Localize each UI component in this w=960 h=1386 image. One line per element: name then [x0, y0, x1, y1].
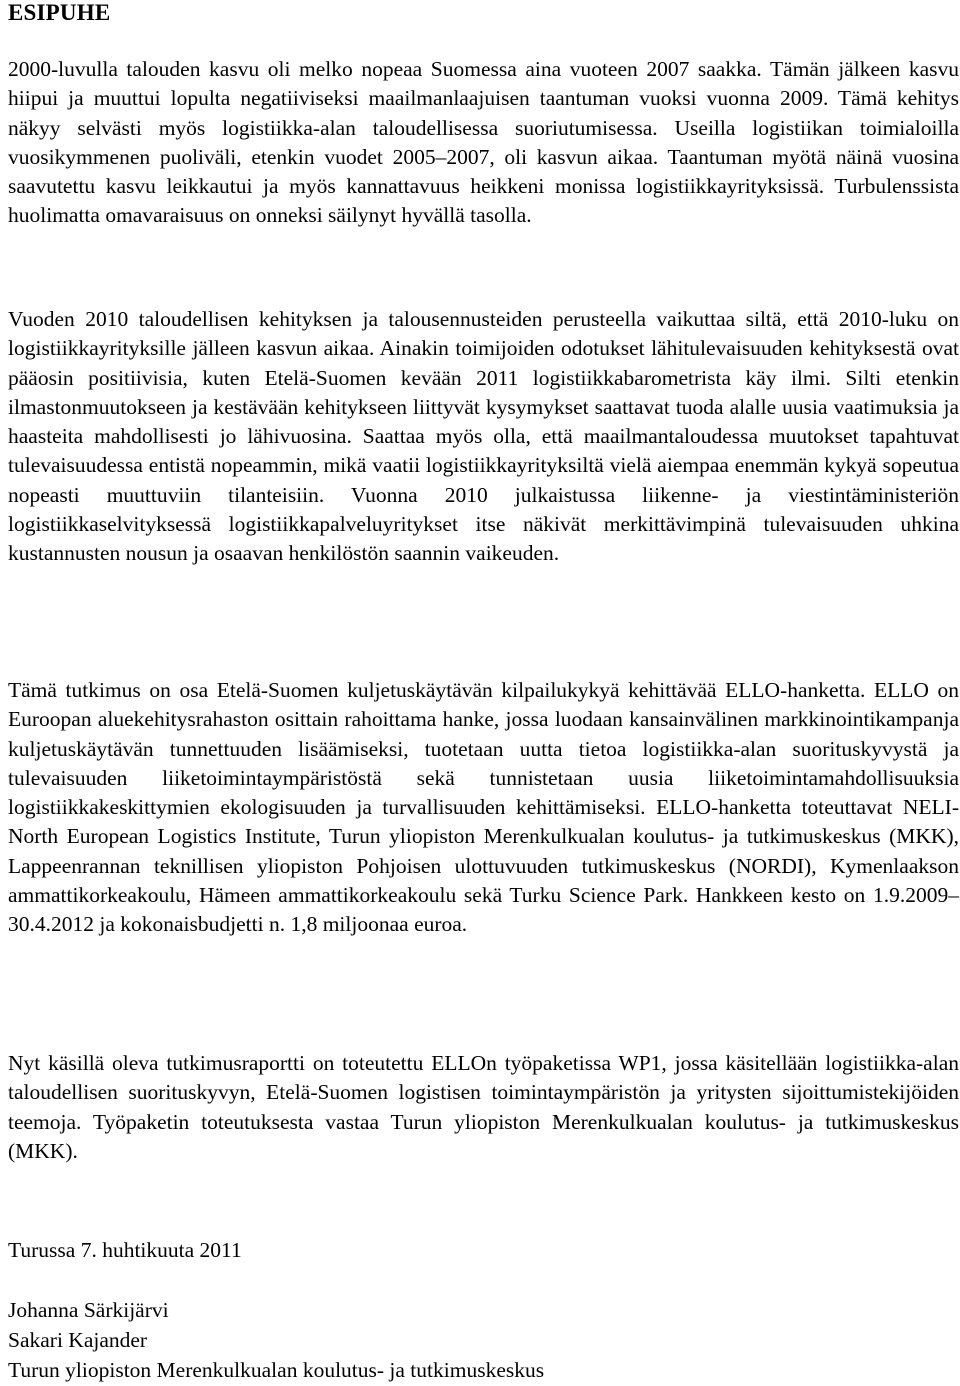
page-title: ESIPUHE [8, 0, 111, 25]
document-page [8, 0, 960, 1382]
place-and-date: Turussa 7. huhtikuuta 2011 [8, 1238, 242, 1262]
signature-organization: Turun yliopiston Merenkulkualan koulutus- ja tutkimuskeskus [8, 1358, 545, 1382]
paragraph-4: Nyt käsillä oleva tutkimusraportti on toteutettu ELLOn työpaketissa WP1, jossa käsitellään logistiikka-alan taloudellisen suorituskyvyn, Etelä-Suomen logistisen toimintaympäristön ja yritysten sijoittumistekijöiden teemoja. Työpaketin toteutuksesta vastaa Turun yliopiston Merenkulkualan koulutus- ja tutkimuskeskus (MKK). [8, 1051, 959, 1163]
paragraph-3: Tämä tutkimus on osa Etelä-Suomen kuljetuskäytävän kilpailukykyä kehittävää ELLO-hanketta. ELLO on Euroopan aluekehitysrahaston osittain rahoittama hanke, jossa luodaan kansainvälinen markkinointikampanja kuljetuskäytävän tunnettuuden lisäämiseksi, tuotetaan uutta tietoa logistiikka-alan suorituskyvystä ja tulevaisuuden liiketoimintaympäristöstä sekä tunnistetaan uusia liiketoimintamahdollisuuksia logistiikkakeskittymien ekologisuuden ja turvallisuuden kehittämiseksi. ELLO-hanketta toteuttavat NELI-North European Logistics Institute, Turun yliopiston Merenkulkualan koulutus- ja tutkimuskeskus (MKK), Lappeenrannan teknillisen yliopiston Pohjoisen ulottuvuuden tutkimuskeskus (NORDI), Kymenlaakson ammattikorkeakoulu, Hämeen ammattikorkeakoulu sekä Turku Science Park. Hankkeen kesto on 1.9.2009–30.4.2012 ja kokonaisbudjetti n. 1,8 miljoonaa euroa. [8, 678, 959, 937]
signature-name-1: Johanna Särkijärvi [8, 1298, 169, 1322]
signature-name-2: Sakari Kajander [8, 1328, 148, 1352]
paragraph-1: 2000-luvulla talouden kasvu oli melko nopeaa Suomessa aina vuoteen 2007 saakka. Tämän jälkeen kasvu hiipui ja muuttui lopulta negatiiviseksi maailmanlaajuisen taantuman vuoksi vuonna 2009. Tämä kehitys näkyy selvästi myös logistiikka-alan taloudellisessa suoriutumisessa. Useilla logistiikan toimialoilla vuosikymmenen puoliväli, etenkin vuodet 2005–2007, oli kasvun aikaa. Taantuman myötä näinä vuosina saavutettu kasvu leikkautui ja myös kannattavuus heikkeni monissa logistiikkayrityksissä. Turbulenssista huolimatta omavaraisuus on onneksi säilynyt hyvällä tasolla. [8, 57, 959, 228]
paragraph-2: Vuoden 2010 taloudellisen kehityksen ja talousennusteiden perusteella vaikuttaa siltä, että 2010-luku on logistiikkayrityksille jälleen kasvun aikaa. Ainakin toimijoiden odotukset lähitulevaisuuden kehityksestä ovat pääosin positiivisia, kuten Etelä-Suomen kevään 2011 logistiikkabarometrista käy ilmi. Silti etenkin ilmastonmuutokseen ja kestävään kehitykseen liittyvät kysymykset saattavat tuoda alalle uusia vaatimuksia ja haasteita mahdollisesti jo lähivuosina. Saattaa myös olla, että maailmantaloudessa muutokset tapahtuvat tulevaisuudessa entistä nopeammin, mikä vaatii logistiikkayrityksiltä vielä aiempaa enemmän kykyä sopeutua nopeasti muuttuviin tilanteisiin. Vuonna 2010 julkaistussa liikenne- ja viestintäministeriön logistiikkaselvityksessä logistiikkapalveluyritykset itse näkivät merkittävimpinä tulevaisuuden uhkina kustannusten nousun ja osaavan henkilöstön saannin vaikeuden. [8, 307, 959, 566]
